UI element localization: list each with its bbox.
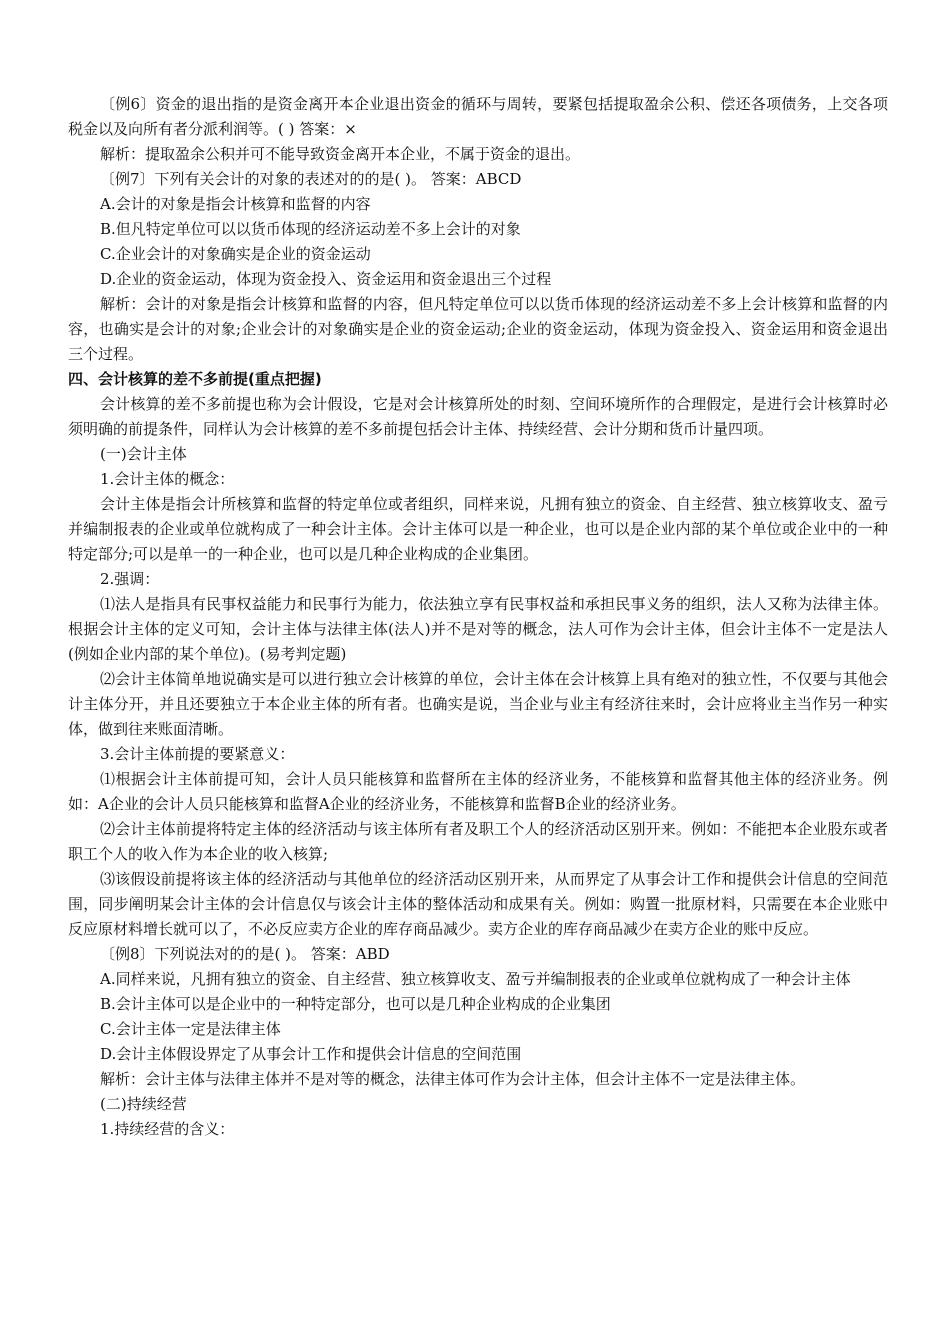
example-8-option-b: B.会计主体可以是企业中的一种特定部分，也可以是几种企业构成的企业集团 xyxy=(100,995,611,1013)
example-8-option-a: A.同样来说，凡拥有独立的资金、自主经营、独立核算收支、盈亏并编制报表的企业或单位就构成了一种会计主体 xyxy=(100,970,851,988)
significance-heading: 3.会计主体前提的要紧意义： xyxy=(100,745,295,763)
example-7-option-c: C.企业会计的对象确实是企业的资金运动 xyxy=(100,245,371,263)
example-7-analysis: 解析：会计的对象是指会计核算和监督的内容，但凡特定单位可以以货币体现的经济运动差不多上会计核算和监督的内容，也确实是会计的对象;企业会计的对象确实是企业的资金运动;企业的资金运动，体现为资金投入、资金运用和资金退出三个过程。 xyxy=(68,295,888,363)
example-8-question: 〔例8〕下列说法对的的是( )。 答案：ABD xyxy=(100,945,390,963)
emphasis-point-2: ⑵会计主体简单地说确实是可以进行独立会计核算的单位，会计主体在会计核算上具有绝对的独立性，不仅要与其他会计主体分开，并且还要独立于本企业主体的所有者。也确实是说，当企业与业主有经济往来时，会计应将业主当作另一种实体，做到往来账面清晰。 xyxy=(68,670,888,738)
example-7-question: 〔例7〕下列有关会计的对象的表述对的的是( )。 答案：ABCD xyxy=(100,170,522,188)
example-7-option-a: A.会计的对象是指会计核算和监督的内容 xyxy=(100,195,371,213)
example-7-option-d: D.企业的资金运动，体现为资金投入、资金运用和资金退出三个过程 xyxy=(100,270,552,288)
going-concern-meaning-heading: 1.持续经营的含义： xyxy=(100,1120,235,1138)
example-8-analysis: 解析：会计主体与法律主体并不是对等的概念，法律主体可作为会计主体，但会计主体不一定是法律主体。 xyxy=(100,1070,806,1088)
section-heading-4: 四、会计核算的差不多前提(重点把握) xyxy=(68,370,322,388)
significance-point-2: ⑵会计主体前提将特定主体的经济活动与该主体所有者及职工个人的经济活动区别开来。例如：不能把本企业股东或者职工个人的收入作为本企业的收入核算; xyxy=(68,820,888,863)
entity-concept-heading: 1.会计主体的概念： xyxy=(100,470,235,488)
example-8-option-c: C.会计主体一定是法律主体 xyxy=(100,1020,281,1038)
document-page xyxy=(68,92,888,1142)
subsection-going-concern: (二)持续经营 xyxy=(100,1095,187,1113)
emphasis-point-1: ⑴法人是指具有民事权益能力和民事行为能力，依法独立享有民事权益和承担民事义务的组织，法人又称为法律主体。根据会计主体的定义可知，会计主体与法律主体(法人)并不是对等的概念，法人可作为会计主体，但会计主体不一定是法人(例如企业内部的某个单位)。(易考判定题) xyxy=(68,595,888,663)
emphasis-heading: 2.强调： xyxy=(100,570,160,588)
example-6-question: 〔例6〕资金的退出指的是资金离开本企业退出资金的循环与周转，要紧包括提取盈余公积、偿还各项债务，上交各项税金以及向所有者分派利润等。( ) 答案：× xyxy=(68,95,888,138)
example-7-option-b: B.但凡特定单位可以以货币体现的经济运动差不多上会计的对象 xyxy=(100,220,521,238)
section-4-intro: 会计核算的差不多前提也称为会计假设，它是对会计核算所处的时刻、空间环境所作的合理假定，是进行会计核算时必须明确的前提条件，同样认为会计核算的差不多前提包括会计主体、持续经营、会计分期和货币计量四项。 xyxy=(68,395,888,438)
significance-point-1: ⑴根据会计主体前提可知，会计人员只能核算和监督所在主体的经济业务，不能核算和监督其他主体的经济业务。例如：A企业的会计人员只能核算和监督A企业的经济业务，不能核算和监督B企业的经济业务。 xyxy=(68,770,888,813)
example-6-analysis: 解析：提取盈余公积并可不能导致资金离开本企业，不属于资金的退出。 xyxy=(100,145,581,163)
entity-concept-body: 会计主体是指会计所核算和监督的特定单位或者组织，同样来说，凡拥有独立的资金、自主经营、独立核算收支、盈亏并编制报表的企业或单位就构成了一种会计主体。会计主体可以是一种企业，也可以是企业内部的某个单位或企业中的一种特定部分;可以是单一的一种企业，也可以是几种企业构成的企业集团。 xyxy=(68,495,888,563)
subsection-accounting-entity: (一)会计主体 xyxy=(100,445,187,463)
significance-point-3: ⑶该假设前提将该主体的经济活动与其他单位的经济活动区别开来，从而界定了从事会计工作和提供会计信息的空间范围，同步阐明某会计主体的会计信息仅与该会计主体的整体活动和成果有关。例如：购置一批原材料，只需要在本企业账中反应原材料增长就可以了，不必反应卖方企业的库存商品减少。卖方企业的库存商品减少在卖方企业的账中反应。 xyxy=(68,870,888,938)
example-8-option-d: D.会计主体假设界定了从事会计工作和提供会计信息的空间范围 xyxy=(100,1045,522,1063)
